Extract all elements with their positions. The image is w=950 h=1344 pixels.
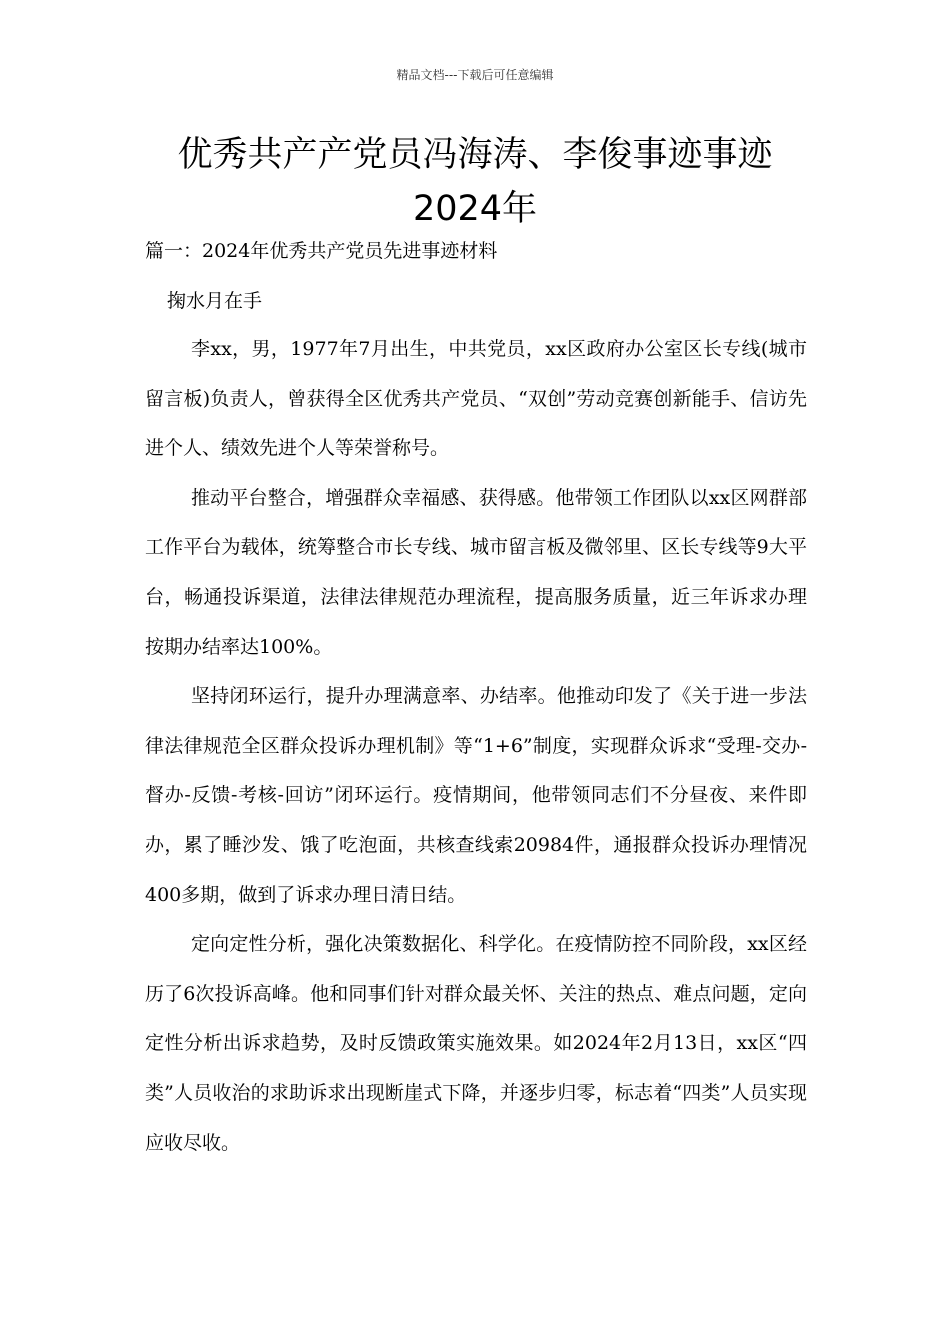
section-subhead: 掬水月在手 (167, 290, 263, 312)
paragraph-4: 定向定性分析，强化决策数据化、科学化。在疫情防控不同阶段，xx区经历了6次投诉高峰。他和同事们针对群众最关怀、关注的热点、难点问题，定向定性分析出诉求趋势，及时反馈政策实施效果。如2024年2月13日，xx区“四类”人员收治的求助诉求出现断崖式下降，并逐步归零，标志着“四类”人员实现应收尽收。 (145, 933, 807, 1154)
paragraph-2: 推动平台整合，增强群众幸福感、获得感。他带领工作团队以xx区网群部工作平台为载体，统筹整合市长专线、城市留言板及微邻里、区长专线等9大平台，畅通投诉渠道，法律法律规范办理流程，提高服务质量，近三年诉求办理按期办结率达100%。 (145, 486, 807, 658)
paragraph-1: 李xx，男，1977年7月出生，中共党员，xx区政府办公室区长专线(城市留言板)负责人，曾获得全区优秀共产党员、“双创”劳动竞赛创新能手、信访先进个人、绩效先进个人等荣誉称号。 (145, 338, 807, 460)
body-text (145, 325, 807, 1168)
document-title (100, 128, 850, 236)
paragraph-3: 坚持闭环运行，提升办理满意率、办结率。他推动印发了《关于进一步法律法律规范全区群众投诉办理机制》等“1+6”制度，实现群众诉求“受理-交办-督办-反馈-考核-回访”闭环运行。疫情期间，他带领同志们不分昼夜、来件即办，累了睡沙发、饿了吃泡面，共核查线索20984件，通报群众投诉办理情况400多期，做到了诉求办理日清日结。 (145, 685, 807, 906)
section-subtitle: 篇一：2024年优秀共产党员先进事迹材料 (145, 240, 498, 262)
title-line-1: 优秀共产产党员冯海涛、李俊事迹事迹 (177, 135, 773, 175)
title-line-2: 2024年 (412, 189, 538, 229)
header-note: 精品文档---下载后可任意编辑 (396, 68, 554, 82)
